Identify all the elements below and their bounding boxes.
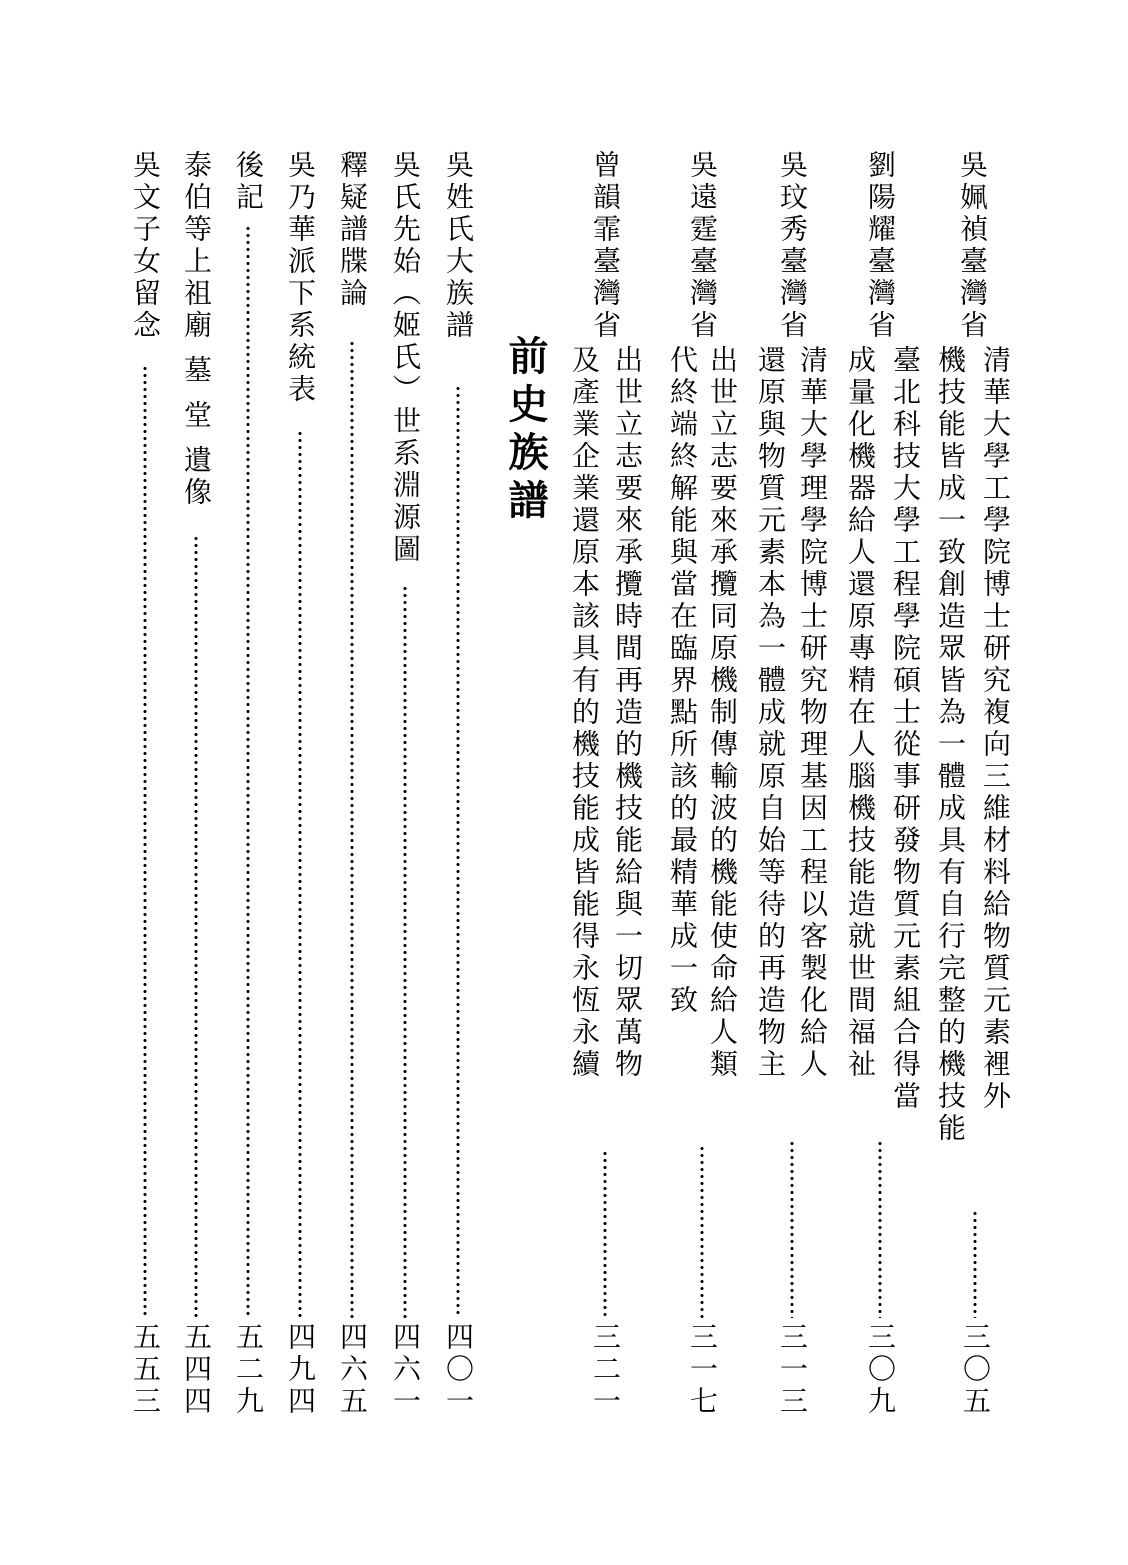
member-description-line-1: 清華大學工學院博士研究複向三維材料給物質元素裡外: [979, 345, 1012, 1113]
page-number: 四九四: [284, 1322, 317, 1418]
toc-title: 後記: [232, 150, 265, 214]
toc-title: 吳文子女留念: [129, 150, 162, 342]
page-number: 五四四: [180, 1322, 213, 1418]
member-name: 曾韻霏臺灣省: [589, 150, 622, 342]
member-name: 吳遠霆臺灣省: [686, 150, 719, 342]
dot-leader: [700, 1145, 704, 1318]
dot-leader: [456, 385, 460, 1318]
toc-title: 吳姓氏大族譜: [442, 150, 475, 342]
page-number: 四〇一: [442, 1322, 475, 1418]
page-number: 三二一: [589, 1322, 622, 1418]
dot-leader: [973, 1210, 977, 1318]
dot-leader: [298, 430, 302, 1318]
member-description-line-2: 及產業企業還原本該具有的機技能成皆能得永恆永續: [568, 345, 601, 1081]
page-number: 三一三: [776, 1322, 809, 1418]
toc-title: 釋疑譜牒論: [336, 150, 369, 310]
toc-title: 吳乃華派下系統表: [284, 150, 317, 406]
member-description-line-1: 清華大學理學院博士研究物理基因工程以客製化給人: [796, 345, 829, 1081]
member-description-line-1: 臺北科技大學工程學院碩士從事研發物質元素組合得當: [889, 345, 922, 1113]
member-description-line-1: 出世立志要來承攬同原機制傳輸波的機能使命給人類: [706, 345, 739, 1081]
dot-leader: [350, 340, 354, 1318]
page-number: 五五三: [129, 1322, 162, 1418]
dot-leader: [143, 365, 147, 1318]
toc-title: 吳氏先始（姬氏）世系淵源圖: [389, 150, 422, 566]
member-name: 吳姵禎臺灣省: [956, 150, 989, 342]
member-description-line-2: 機技能皆成一致創造眾皆為一體成具有自行完整的機技能: [934, 345, 967, 1145]
dot-leader: [403, 585, 407, 1318]
page-number: 三〇五: [959, 1322, 992, 1418]
dot-leader: [603, 1150, 607, 1318]
section-heading: 前史族譜: [502, 335, 549, 527]
page-number: 三一七: [686, 1322, 719, 1418]
page-number: 四六五: [336, 1322, 369, 1418]
member-name: 吳玟秀臺灣省: [776, 150, 809, 342]
page-number: 三〇九: [864, 1322, 897, 1418]
dot-leader: [878, 1140, 882, 1318]
member-description-line-2: 還原與物質元素本為一體成就原自始等待的再造物主: [754, 345, 787, 1081]
member-description-line-2: 代終端終解能與當在臨界點所該的最精華成一致: [666, 345, 699, 1017]
dot-leader: [194, 535, 198, 1318]
member-description-line-1: 出世立志要來承攬時間再造的機技能給與一切眾萬物: [611, 345, 644, 1081]
member-name: 劉陽耀臺灣省: [864, 150, 897, 342]
page-number: 四六一: [389, 1322, 422, 1418]
toc-title: 泰伯等上祖廟 墓 堂 遺像: [180, 150, 213, 509]
dot-leader: [246, 225, 250, 1318]
member-description-line-2: 成量化機器給人還原專精在人腦機技能造就世間福祉: [844, 345, 877, 1081]
dot-leader: [790, 1140, 794, 1318]
page-number: 五二九: [232, 1322, 265, 1418]
